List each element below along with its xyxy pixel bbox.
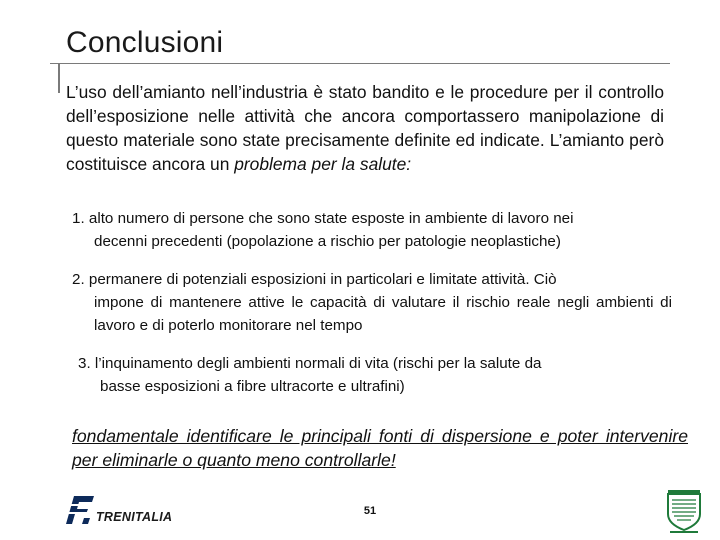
point-3-continuation: basse esposizioni a fibre ultracorte e ultrafini) <box>100 378 405 395</box>
point-3-first-line: 3. l’inquinamento degli ambienti normali di vita (rischi per la salute da <box>78 355 542 372</box>
point-1-first-line: 1. alto numero di persone che sono state esposte in ambiente di lavoro nei <box>72 210 574 227</box>
point-3 <box>78 352 672 398</box>
brand-name: TRENITALIA <box>96 510 173 524</box>
title-underline <box>50 63 670 64</box>
point-2 <box>72 268 672 337</box>
point-1 <box>72 207 672 253</box>
conclusion-statement: fondamentale identificare le principali fonti di dispersione e poter intervenire per eliminarle o quanto meno controllarle! <box>72 426 688 470</box>
point-2-continuation: impone di mantenere attive le capacità di valutare il rischio reale negli ambienti di lavoro e di poterlo monitorare nel tempo <box>94 294 672 334</box>
institution-crest-icon <box>664 488 704 534</box>
point-2-first-line: 2. permanere di potenziali esposizioni in particolari e limitate attività. Ciò <box>72 271 557 288</box>
intro-text: L’uso dell’amianto nell’industria è stato bandito e le procedure per il controllo dell’esposizione nelle attività che ancora comportassero manipolazione di questo materiale sono state precisamente definite ed indicate. L’amianto però costituisce ancora un <box>66 82 664 174</box>
title-vertical-bar <box>58 63 60 93</box>
page-number: 51 <box>363 505 377 517</box>
intro-paragraph <box>66 80 664 176</box>
point-1-continuation: decenni precedenti (popolazione a rischio per patologie neoplastiche) <box>94 233 561 250</box>
slide-title: Conclusioni <box>66 26 224 59</box>
intro-emphasis: problema per la salute: <box>234 154 412 174</box>
